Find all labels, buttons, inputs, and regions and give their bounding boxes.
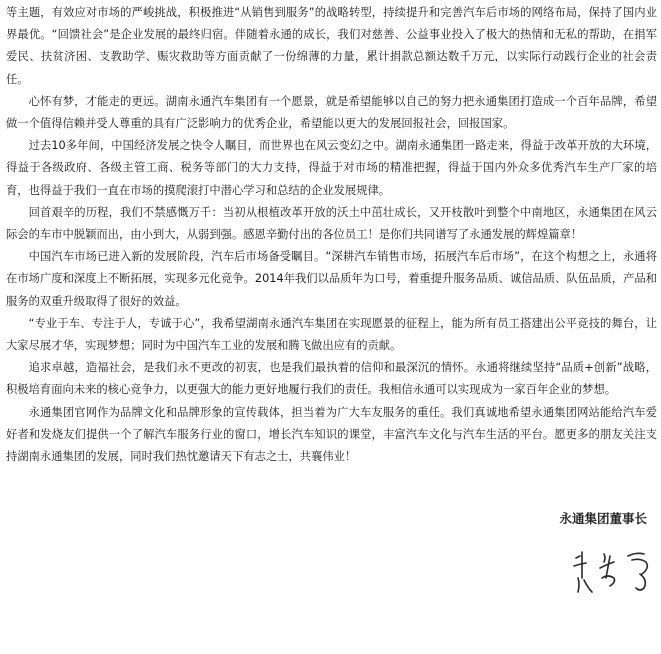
letter-paragraph-2: 心怀有梦，才能走的更远。湖南永通汽车集团有一个愿景，就是希望能够以自己的努力把永通集团打造成一个百年品牌，希望做一个值得信赖并受人尊重的具有广泛影响力的优秀企业，希望能以更大的发展回报社会，回报国家。 [6,94,657,131]
letter-paragraph-4: 回首艰辛的历程，我们不禁感慨万千：当初从根植改革开放的沃土中茁壮成长，又开枝散叶到整个中南地区，永通集团在风云际会的车市中脱颖而出，由小到大，从弱到强。感恩辛勤付出的各位员工！是你们共同谱写了永通发展的辉煌篇章！ [6,205,657,242]
letter-paragraph-8: 永通集团官网作为品牌文化和品牌形象的宣传载体，担当着为广大车友服务的重任。我们真诚地希望永通集团网站能给汽车爱好者和发烧友们提供一个了解汽车服务行业的窗口，增长汽车知识的课堂，丰富汽车文化与汽车生活的平台。愿更多的朋友关注支持湖南永通集团的发展，同时我们热忱邀请天下有志之士，共襄伟业！ [6,405,657,464]
letter-page [6,0,657,654]
chairman-letter-body [6,2,657,468]
letter-paragraph-7: 追求卓越，造福社会，是我们永不更改的初衷，也是我们最执着的信仰和最深沉的情怀。永通将继续坚持“品质+创新”战略，积极培育面向未来的核心竞争力，以更强大的能力更好地履行我们的责任。我相信永通可以实现成为一家百年企业的梦想。 [6,361,657,397]
letter-paragraph-3: 过去10多年间，中国经济发展之快令人瞩目，而世界也在风云变幻之中。湖南永通集团一路走来，得益于改革开放的大环境，得益于各级政府、各级主管工商、税务等部门的大力支持，得益于对市场的精准把握，得益于国内外众多优秀汽车生产厂家的培育，也得益于我们一直在市场的摸爬滚打中潜心学习和总结的企业发展规律。 [6,139,657,197]
signature-title: 永通集团董事长 [559,511,647,526]
handwritten-signature [570,548,661,608]
letter-paragraph-6: “专业于车、专注于人，专诚于心”，我希望湖南永通汽车集团在实现愿景的征程上，能为所有员工搭建出公平竞技的舞台，让大家尽展才华，实现梦想；同时为中国汽车工业的发展和腾飞做出应有的贡献。 [6,316,657,353]
letter-paragraph-5: 中国汽车市场已进入新的发展阶段，汽车后市场备受瞩目。“深耕汽车销售市场，拓展汽车后市场”，在这个构想之上，永通将在市场广度和深度上不断拓展，实现多元化竞争。2014年我们以品质年为口号，着重提升服务品质、诚信品质、队伍品质，产品和服务的双重升级取得了很好的效益。 [6,250,657,308]
letter-paragraph-1: 等主题，有效应对市场的严峻挑战，积极推进“从销售到服务”的战略转型，持续提升和完善汽车后市场的网络布局，保持了国内业界最优。“回馈社会”是企业发展的最终归宿。伴随着永通的成长，我们对慈善、公益事业投入了极大的热情和无私的帮助，在捐军爱民、扶贫济困、支教助学、赈灾救助等方面贡献了一份绵薄的力量，累计捐款总额达数千万元，以实际行动践行企业的社会责任。 [6,6,657,86]
